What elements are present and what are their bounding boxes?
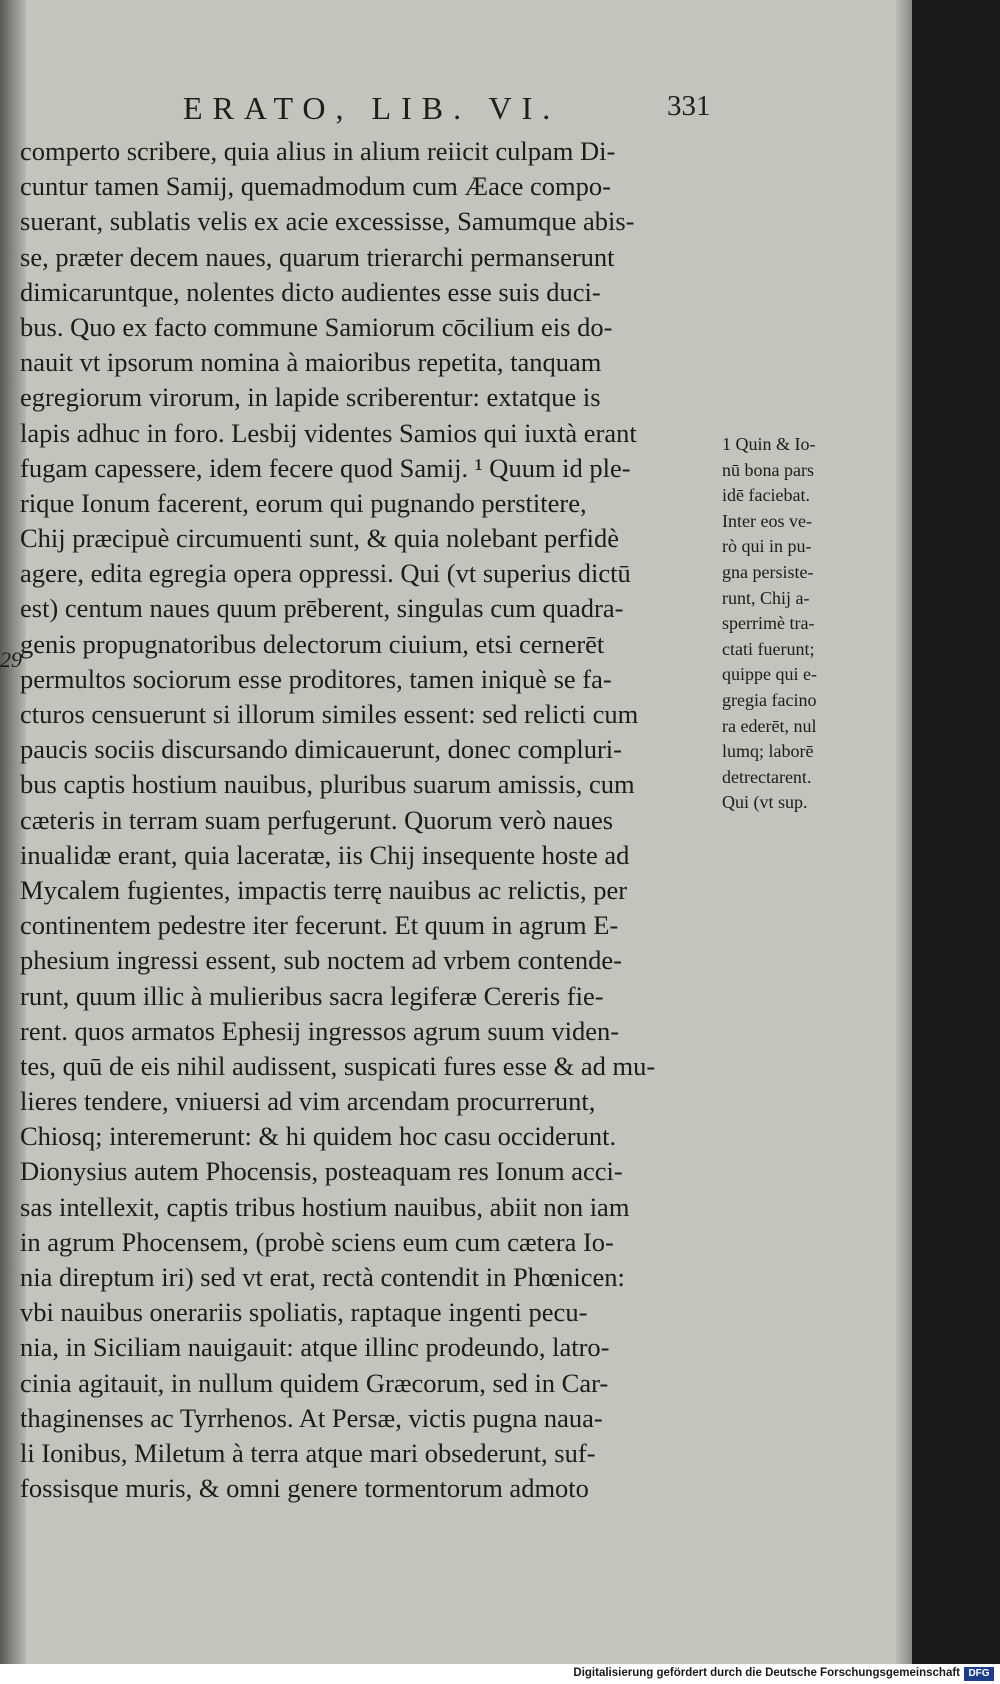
main-text-block	[20, 134, 720, 1506]
margin-note-line: gna persiste-	[722, 561, 814, 582]
text-line: thaginenses ac Tyrrhenos. At Persæ, victis pugna naua-	[20, 1402, 603, 1433]
text-line: cuntur tamen Samij, quemadmodum cum Æace compo-	[20, 171, 611, 202]
text-line: cæteris in terram suam perfugerunt. Quorum verò naues	[20, 804, 614, 835]
margin-note-line: rò qui in pu-	[722, 536, 812, 557]
margin-note-line: idē faciebat.	[722, 485, 810, 506]
text-line: suerant, sublatis velis ex acie excessisse, Samumque abis-	[20, 206, 635, 237]
margin-note-line: lumq; laborē	[722, 741, 814, 762]
margin-note-line: detrectarent.	[722, 766, 812, 787]
margin-note-line: 1 Quin & Io-	[722, 434, 816, 454]
text-line: inualidæ erant, quia laceratæ, iis Chij insequente hoste ad	[20, 839, 630, 870]
text-line: Chij præcipuè circumuenti sunt, & quia nolebant perfidè	[20, 523, 620, 554]
text-line: rent. quos armatos Ephesij ingressos agrum suum viden-	[20, 1015, 620, 1046]
text-line: permultos sociorum esse proditores, tamen iniquè se fa-	[20, 663, 612, 694]
text-line: Mycalem fugientes, impactis terrę nauibus ac relictis, per	[20, 874, 628, 905]
text-line: bus captis hostium nauibus, pluribus suarum amissis, cum	[20, 769, 635, 800]
text-line: continentem pedestre iter fecerunt. Et quum in agrum E-	[20, 910, 619, 941]
text-line: bus. Quo ex facto commune Samiorum cōcilium eis do-	[20, 311, 613, 342]
margin-note-line: Inter eos ve-	[722, 510, 812, 531]
margin-note-line: quippe qui e-	[722, 664, 817, 685]
text-line: Chiosq; interemerunt: & hi quidem hoc casu occiderunt.	[20, 1121, 617, 1152]
margin-note-line: ctati fuerunt;	[722, 638, 815, 659]
footer-credit: Digitalisierung gefördert durch die Deutsche Forschungsgemeinschaft	[573, 1667, 960, 1679]
text-line: sas intellexit, captis tribus hostium nauibus, abiit non iam	[20, 1191, 630, 1222]
text-line: lapis adhuc in foro. Lesbij videntes Samios qui iuxtà erant	[20, 417, 637, 448]
text-line: li Ionibus, Miletum à terra atque mari obsederunt, suf-	[20, 1437, 596, 1468]
text-line: runt, quum illic à mulieribus sacra legiferæ Cereris fie-	[20, 980, 604, 1011]
text-line: cinia agitauit, in nullum quidem Græcorum, sed in Car-	[20, 1367, 609, 1398]
text-line: agere, edita egregia opera oppressi. Qui (vt superius dictū	[20, 558, 631, 589]
dfg-logo: DFG	[964, 1667, 994, 1681]
text-line: fugam capessere, idem fecere quod Samij. ¹ Quum id ple-	[20, 452, 631, 483]
text-line: lieres tendere, vniuersi ad vim arcendam procurrerunt,	[20, 1086, 596, 1117]
margin-note-line: ra ederēt, nul	[722, 715, 817, 736]
margin-note	[722, 432, 902, 816]
margin-note-line: sperrimè tra-	[722, 613, 815, 634]
line-marker: 29	[0, 647, 22, 672]
text-line: nia, in Siciliam nauigauit: atque illinc prodeundo, latro-	[20, 1332, 610, 1363]
text-line: tes, quū de eis nihil audissent, suspicati fures esse & ad mu-	[20, 1050, 656, 1081]
text-line: paucis sociis discursando dimicauerunt, donec compluri-	[20, 734, 622, 765]
text-line: vbi nauibus onerariis spoliatis, raptaque ingenti pecu-	[20, 1297, 588, 1328]
running-header: ERATO, LIB. VI.	[183, 90, 561, 126]
text-line: phesium ingressi essent, sub noctem ad vrbem contende-	[20, 945, 622, 976]
text-line: in agrum Phocensem, (probè sciens eum cum cætera Io-	[20, 1226, 614, 1257]
text-line: dimicaruntque, nolentes dicto audientes esse suis duci-	[20, 276, 601, 307]
margin-note-line: Qui (vt sup.	[722, 792, 808, 813]
page-number: 331	[667, 90, 711, 122]
text-line: comperto scribere, quia alius in alium reiicit culpam Di-	[20, 136, 616, 166]
text-line: genis propugnatoribus delectorum ciuium, etsi cernerēt	[20, 628, 605, 659]
text-line: est) centum naues quum prēberent, singulas cum quadra-	[20, 593, 624, 624]
text-line: Dionysius autem Phocensis, posteaquam res Ionum acci-	[20, 1156, 623, 1187]
margin-note-line: gregia facino	[722, 689, 817, 710]
page-right-edge	[896, 0, 912, 1684]
text-line: fossisque muris, & omni genere tormentorum admoto	[20, 1473, 589, 1504]
text-line: nauit vt ipsorum nomina à maioribus repetita, tanquam	[20, 347, 602, 378]
margin-note-line: nū bona pars	[722, 459, 814, 480]
text-line: cturos censuerunt si illorum similes essent: sed relicti cum	[20, 699, 639, 729]
text-line: rique Ionum facerent, eorum qui pugnando perstitere,	[20, 487, 587, 518]
text-line: nia direptum iri) sed vt erat, rectà contendit in Phœnicen:	[20, 1262, 625, 1292]
text-line: egregiorum virorum, in lapide scriberentur: extatque is	[20, 382, 601, 413]
text-line: se, præter decem naues, quarum trierarchi permanserunt	[20, 241, 615, 272]
margin-note-line: runt, Chij a-	[722, 587, 810, 608]
